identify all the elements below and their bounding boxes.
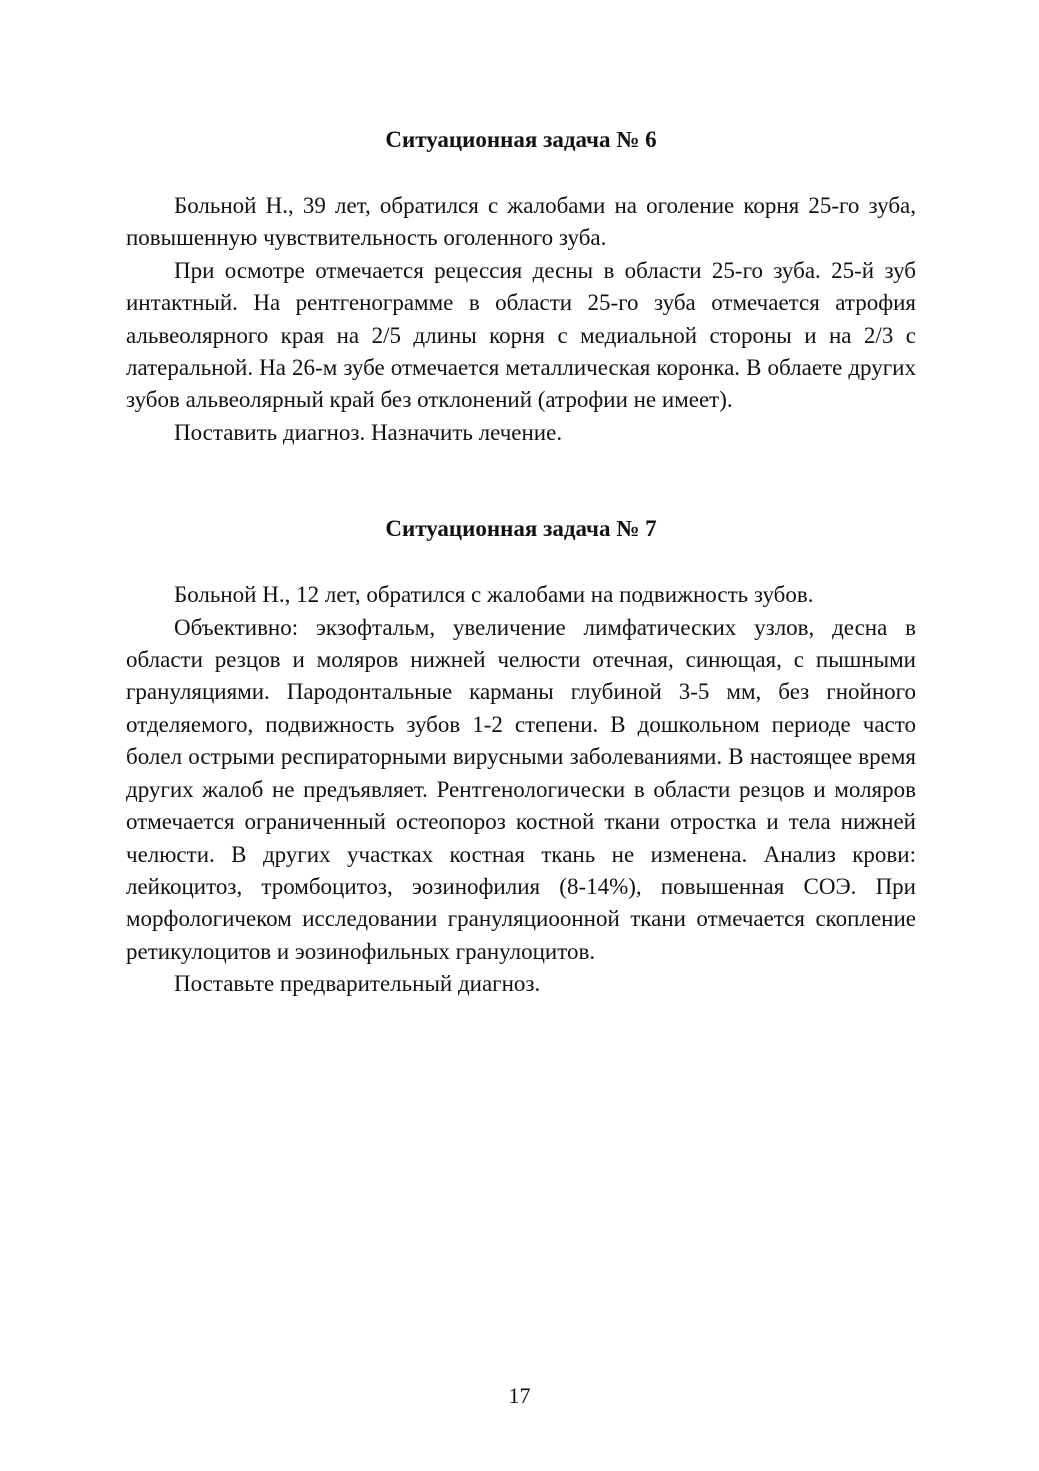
task-7-paragraph: Объективно: экзофтальм, увеличение лимфатических узлов, десна в области резцов и моляров нижней челюсти отечная, синющая, с пышными грануляциями. Пародонтальные карманы глубиной 3-5 мм, без гнойного отделяемого, подвижность зубов 1-2 степени. В дошкольном периоде часто болел острыми респираторными вирусными заболеваниями. В настоящее время других жалоб не предъявляет. Рентгенологически в области резцов и моляров отмечается ограниченный остеопороз костной ткани отростка и тела нижней челюсти. В других участках костная ткань не изменена. Анализ крови: лейкоцитоз, тромбоцитоз, эозинофилия (8-14%), повышенная СОЭ. При морфологичеком исследовании грануляциоонной ткани отмечается скопление ретикулоцитов и эозинофильных гранулоцитов. — [126, 614, 916, 964]
page-number: 17 — [508, 1383, 531, 1408]
task-7 — [126, 513, 916, 1000]
task-7-paragraph: Больной Н., 12 лет, обратился с жалобами на подвижность зубов. — [174, 582, 814, 608]
task-7-body — [126, 579, 916, 1000]
task-6-paragraph: При осмотре отмечается рецессия десны в области 25-го зуба. 25-й зуб интактный. На рентгенограмме в области 25-го зуба отмечается атрофия альвеолярного края на 2/5 длины корня с медиальной стороны и на 2/3 с латеральной. На 26-м зубе отмечается металлическая коронка. В облаете других зубов альвеолярный край без отклонений (атрофии не имеет). — [126, 257, 916, 413]
task-6-paragraph: Больной Н., 39 лет, обратился с жалобами на оголение корня 25-го зуба, повышенную чувствительность оголенного зуба. — [126, 193, 916, 251]
task-7-heading: Ситуационная задача № 7 — [385, 516, 657, 542]
page-content — [126, 124, 916, 1001]
task-6-heading: Ситуационная задача № 6 — [385, 127, 657, 152]
task-6-body — [126, 190, 916, 449]
task-6-question: Поставить диагноз. Назначить лечение. — [174, 419, 563, 445]
task-7-question: Поставьте предварительный диагноз. — [174, 971, 541, 997]
task-6 — [126, 124, 916, 449]
